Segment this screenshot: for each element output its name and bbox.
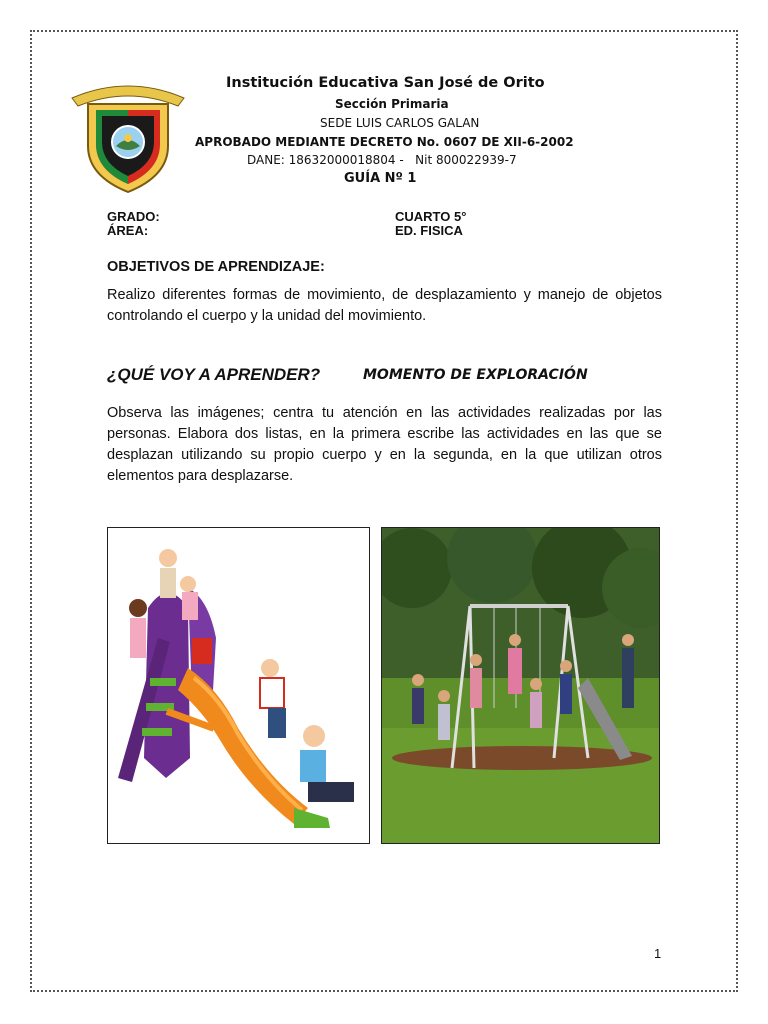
grade-label: GRADO: [107, 209, 160, 224]
exploration-moment-heading: MOMENTO DE EXPLORACIÓN [363, 367, 588, 383]
school-crest-logo [68, 76, 188, 196]
page-number: 1 [654, 946, 662, 961]
dane-nit-line: DANE: 18632000018804 - Nit 800022939-7 [247, 153, 517, 167]
objectives-title: OBJETIVOS DE APRENDIZAJE: [107, 259, 325, 275]
area-label: ÁREA: [107, 223, 149, 238]
area-value: ED. FISICA [395, 223, 463, 238]
instructions-text: Observa las imágenes; centra tu atención en las actividades realizadas por las personas. Elabora dos listas, en la primera escribe las actividades en las que se desplazan utilizando su propio cuerpo y en la segunda, en la que utilizan otros elementos para desplazarse. [107, 405, 662, 484]
guide-number: GUÍA Nº 1 [344, 171, 417, 186]
decree-line: APROBADO MEDIANTE DECRETO No. 0607 DE XII-6-2002 [195, 135, 574, 149]
campus-name: SEDE LUIS CARLOS GALAN [320, 116, 480, 130]
institution-name: Institución Educativa San José de Orito [226, 75, 545, 91]
objectives-text: Realizo diferentes formas de movimiento, de desplazamiento y manejo de objetos controlando el cuerpo y la unidad del movimiento. [107, 287, 662, 324]
park-swings-photo [381, 527, 660, 844]
section-name: Sección Primaria [335, 97, 449, 111]
grade-value: CUARTO 5° [395, 209, 467, 224]
kids-slide-photo [107, 527, 370, 844]
learn-question-heading: ¿QUÉ VOY A APRENDER? [107, 365, 321, 384]
